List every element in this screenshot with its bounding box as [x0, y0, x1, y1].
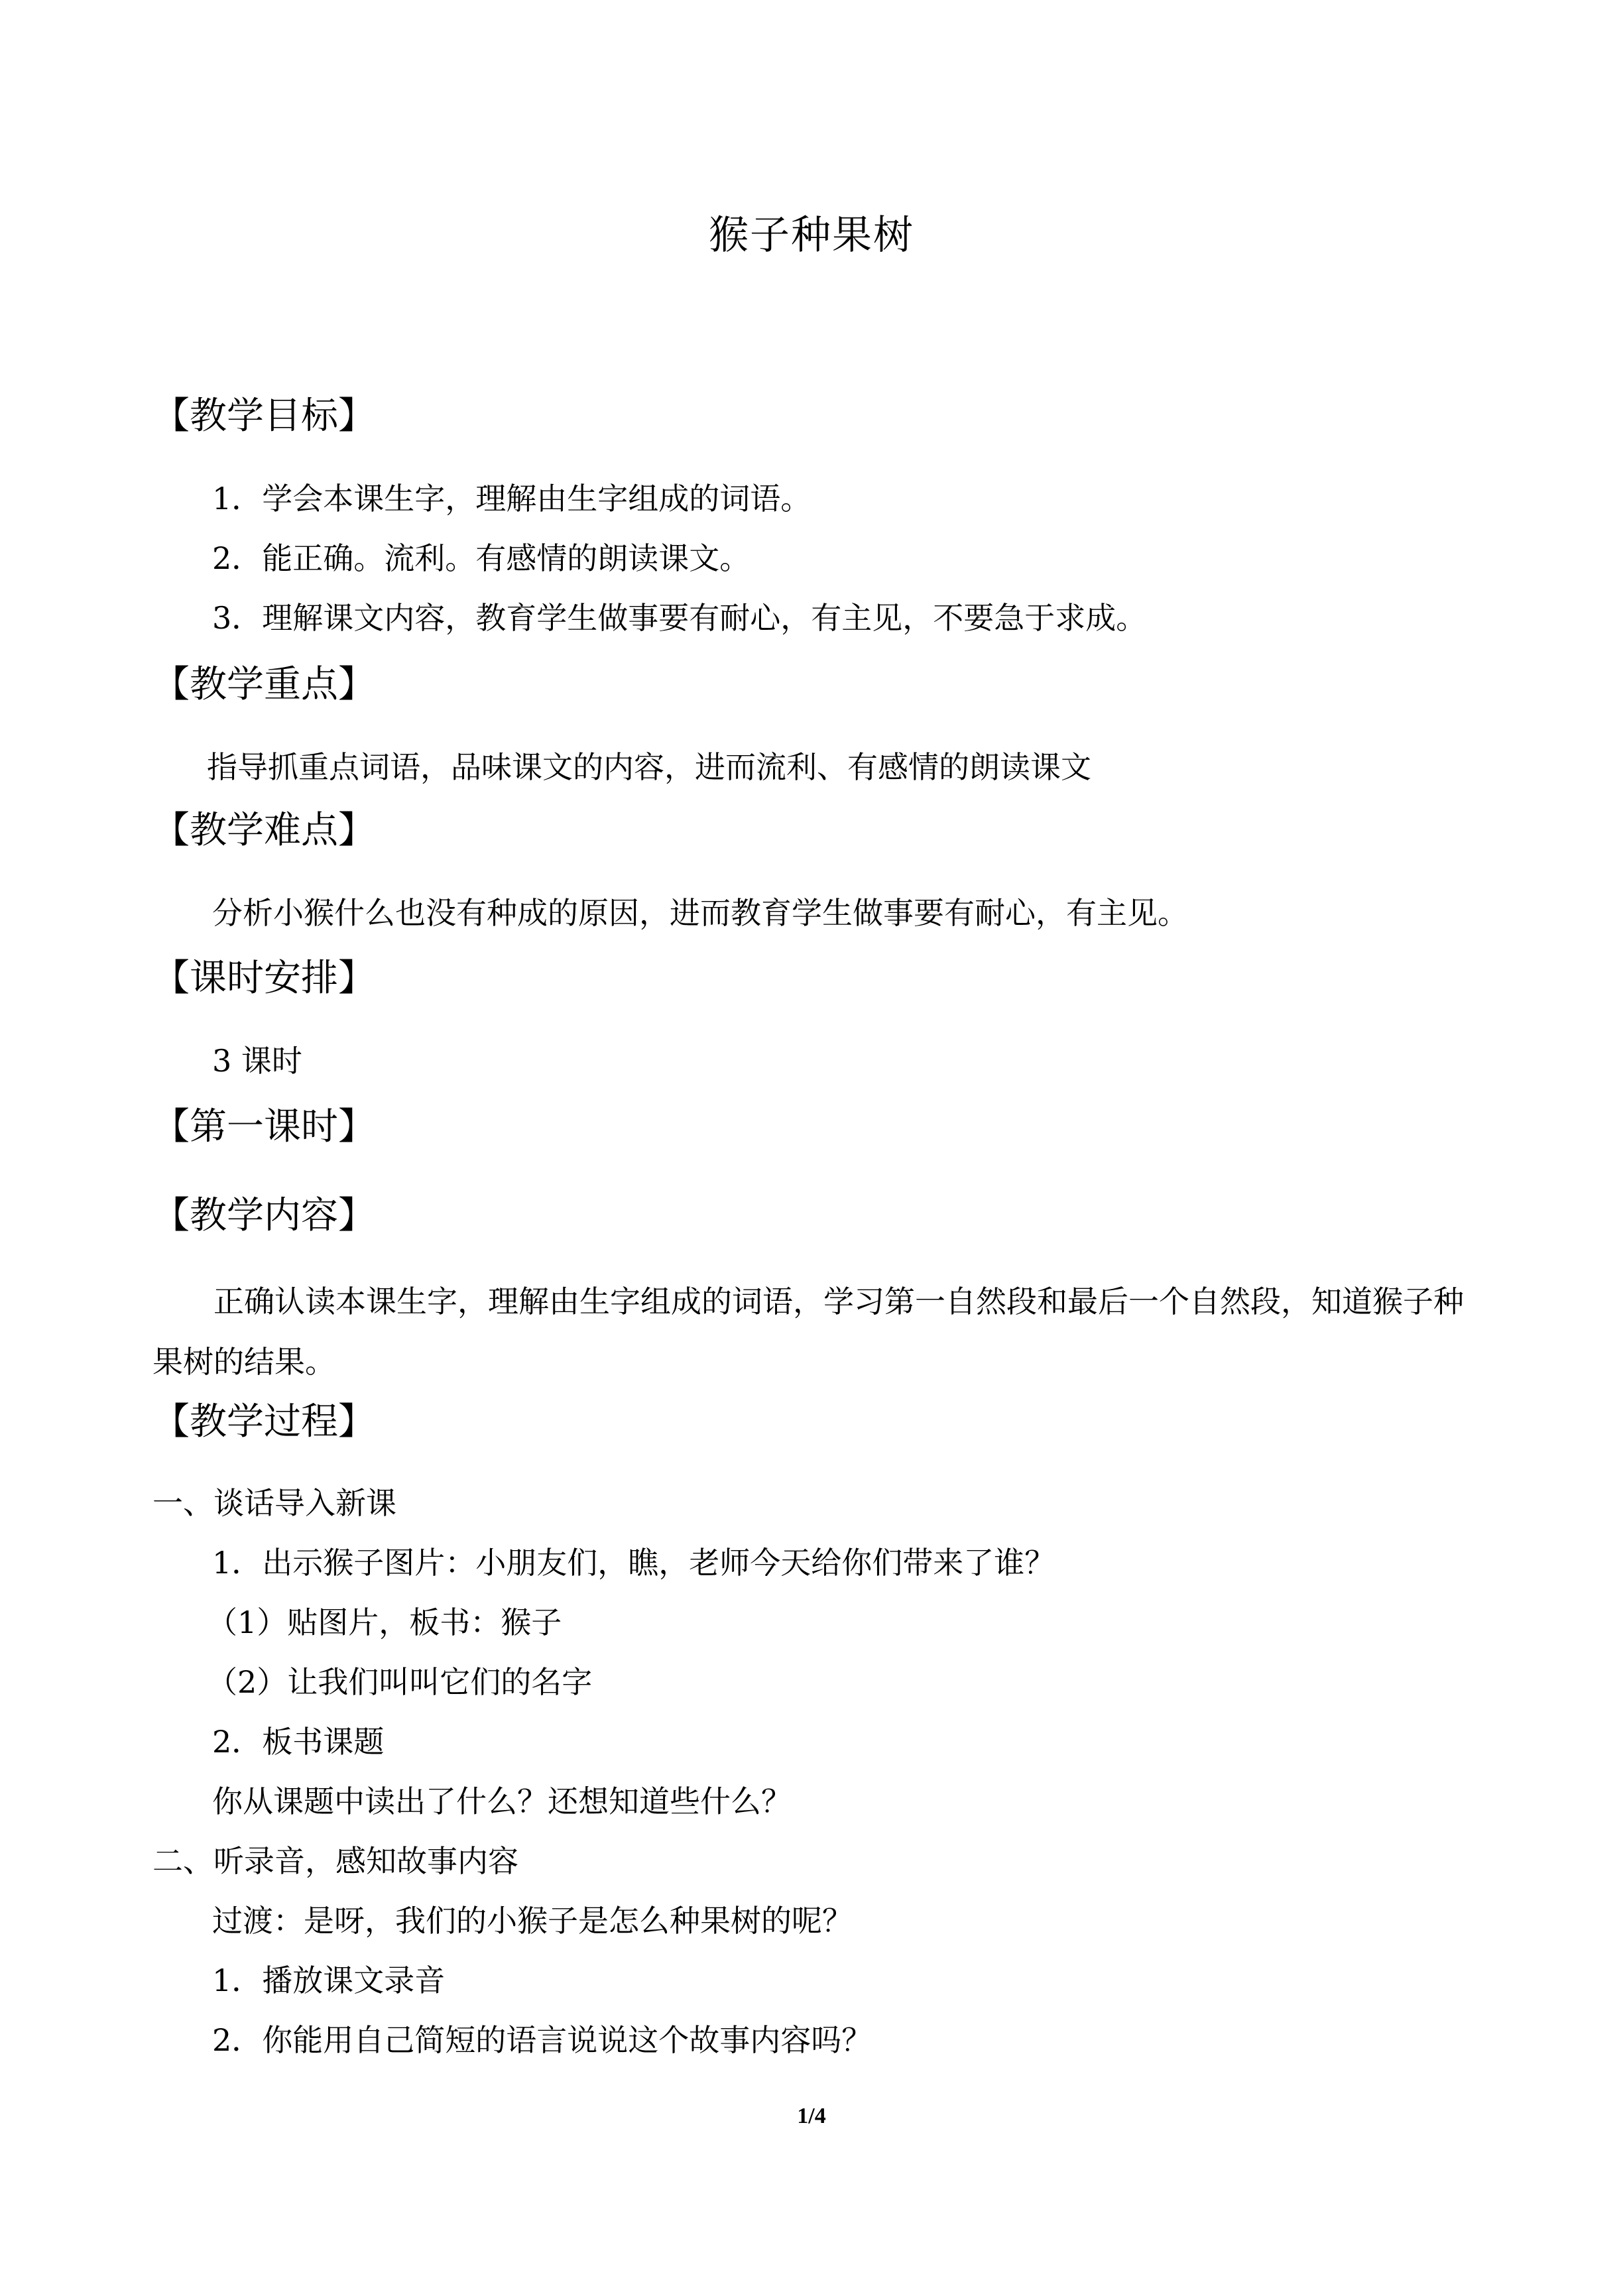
objective-item-3: 3．理解课文内容，教育学生做事要有耐心，有主见，不要急于求成。	[212, 600, 1147, 636]
process-part2-transition: 过渡：是呀，我们的小猴子是怎么种果树的呢？	[212, 1903, 853, 1939]
heading-first-lesson: 【第一课时】	[152, 1105, 375, 1148]
objective-item-2: 2．能正确。流利。有感情的朗读课文。	[212, 540, 751, 576]
heading-schedule: 【课时安排】	[152, 957, 375, 1000]
document-title: 猴子种果树	[709, 212, 914, 259]
process-part2-title: 二、听录音，感知故事内容	[152, 1843, 518, 1879]
heading-key-points: 【教学重点】	[152, 663, 375, 706]
process-part1-question: 你从课题中读出了什么？还想知道些什么？	[212, 1783, 792, 1819]
process-part1-title: 一、谈话导入新课	[152, 1485, 396, 1521]
difficulties-text: 分析小猴什么也没有种成的原因，进而教育学生做事要有耐心，有主见。	[212, 895, 1188, 931]
heading-difficulties: 【教学难点】	[152, 809, 375, 852]
process-part1-sub2: （2）让我们叫叫它们的名字	[207, 1664, 593, 1700]
process-part2-step2: 2．你能用自己简短的语言说说这个故事内容吗？	[212, 2022, 872, 2058]
process-part1-sub1: （1）贴图片，板书：猴子	[207, 1604, 562, 1640]
process-part1-step2: 2．板书课题	[212, 1724, 385, 1760]
heading-objectives: 【教学目标】	[152, 394, 375, 438]
content-paragraph: 正确认读本课生字，理解由生字组成的词语，学习第一自然段和最后一个自然段，知道猴子种果树的结果。	[152, 1284, 1464, 1380]
process-part1-step1: 1．出示猴子图片：小朋友们，瞧，老师今天给你们带来了谁？	[212, 1545, 1055, 1581]
heading-process: 【教学过程】	[152, 1400, 375, 1443]
heading-content: 【教学内容】	[152, 1194, 375, 1237]
key-points-text: 指导抓重点词语，品味课文的内容，进而流利、有感情的朗读课文	[207, 749, 1091, 785]
page-number: 1/4	[797, 2104, 826, 2128]
schedule-text: 3 课时	[212, 1043, 302, 1079]
process-part2-step1: 1．播放课文录音	[212, 1963, 446, 1998]
objective-item-1: 1．学会本课生字，理解由生字组成的词语。	[212, 481, 812, 516]
